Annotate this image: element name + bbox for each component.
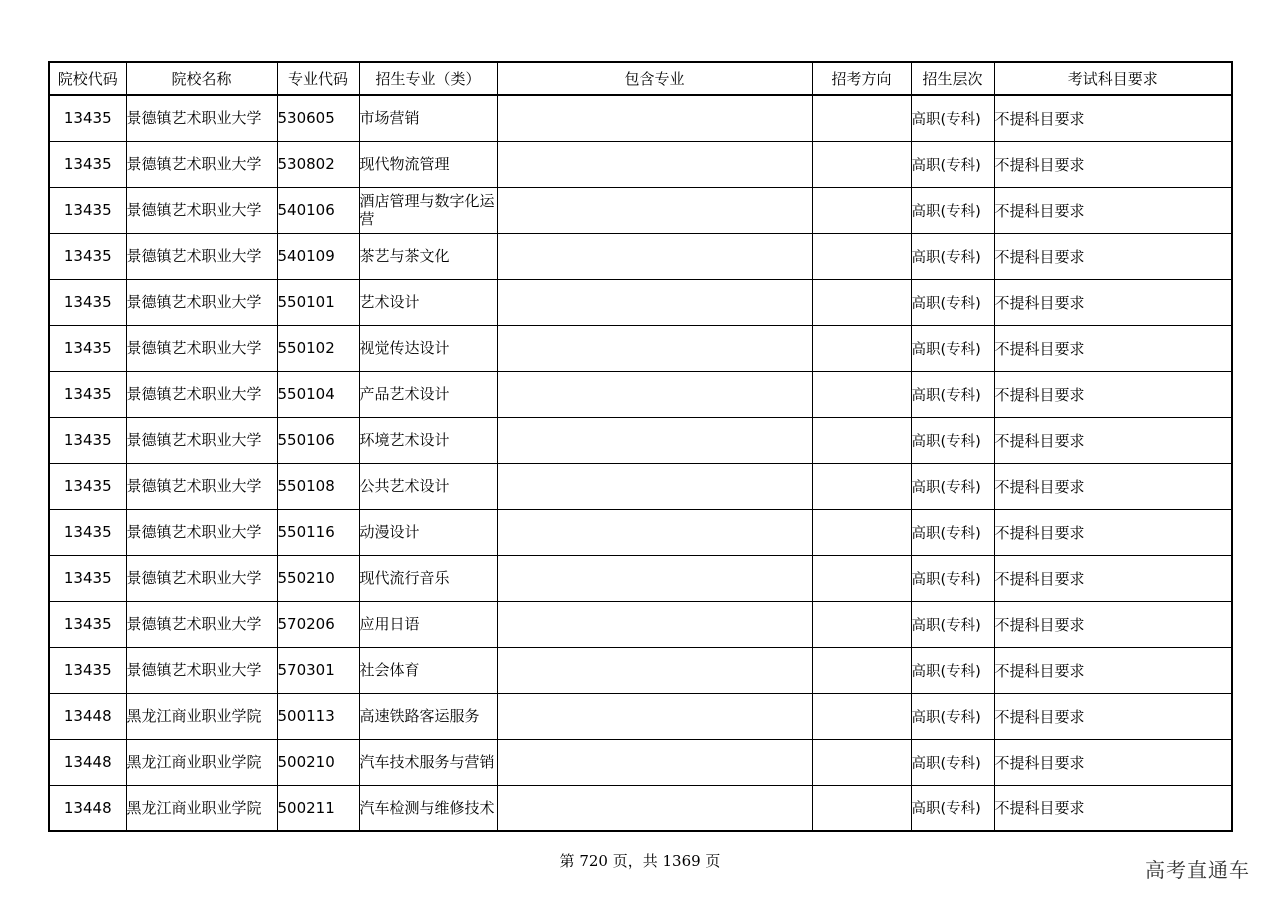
cell-school-name: 景德镇艺术职业大学 [126, 463, 277, 509]
cell-level: 高职(专科) [911, 187, 994, 233]
cell-direction [812, 785, 911, 831]
table-body [49, 95, 1232, 831]
cell-level: 高职(专科) [911, 509, 994, 555]
cell-included-majors [497, 647, 812, 693]
cell-school-code: 13435 [49, 647, 126, 693]
cell-direction [812, 463, 911, 509]
cell-included-majors [497, 785, 812, 831]
cell-requirement: 不提科目要求 [994, 279, 1232, 325]
cell-requirement: 不提科目要求 [994, 693, 1232, 739]
cell-requirement: 不提科目要求 [994, 555, 1232, 601]
cell-level: 高职(专科) [911, 417, 994, 463]
cell-requirement: 不提科目要求 [994, 95, 1232, 141]
cell-requirement: 不提科目要求 [994, 647, 1232, 693]
cell-level: 高职(专科) [911, 785, 994, 831]
header-school-code: 院校代码 [49, 62, 126, 95]
cell-requirement: 不提科目要求 [994, 233, 1232, 279]
watermark-text: 高考直通车 [1145, 858, 1250, 882]
cell-included-majors [497, 325, 812, 371]
cell-included-majors [497, 555, 812, 601]
table-row [49, 509, 1232, 555]
cell-requirement: 不提科目要求 [994, 739, 1232, 785]
cell-level: 高职(专科) [911, 233, 994, 279]
cell-major: 产品艺术设计 [359, 371, 497, 417]
table-header-row [49, 62, 1232, 95]
cell-major: 汽车技术服务与营销 [359, 739, 497, 785]
cell-school-name: 黑龙江商业职业学院 [126, 739, 277, 785]
cell-major: 市场营销 [359, 95, 497, 141]
cell-major: 高速铁路客运服务 [359, 693, 497, 739]
cell-school-code: 13435 [49, 279, 126, 325]
cell-school-name: 景德镇艺术职业大学 [126, 233, 277, 279]
cell-school-code: 13448 [49, 693, 126, 739]
cell-level: 高职(专科) [911, 279, 994, 325]
cell-school-code: 13448 [49, 785, 126, 831]
cell-requirement: 不提科目要求 [994, 141, 1232, 187]
table-row [49, 601, 1232, 647]
cell-school-code: 13435 [49, 601, 126, 647]
cell-school-code: 13435 [49, 95, 126, 141]
header-major-code: 专业代码 [277, 62, 359, 95]
cell-school-name: 景德镇艺术职业大学 [126, 417, 277, 463]
cell-major-code: 550106 [277, 417, 359, 463]
cell-school-name: 景德镇艺术职业大学 [126, 187, 277, 233]
cell-direction [812, 693, 911, 739]
cell-direction [812, 509, 911, 555]
cell-direction [812, 95, 911, 141]
cell-included-majors [497, 693, 812, 739]
cell-requirement: 不提科目要求 [994, 785, 1232, 831]
cell-level: 高职(专科) [911, 601, 994, 647]
cell-requirement: 不提科目要求 [994, 325, 1232, 371]
cell-school-name: 景德镇艺术职业大学 [126, 509, 277, 555]
cell-major: 现代流行音乐 [359, 555, 497, 601]
cell-requirement: 不提科目要求 [994, 187, 1232, 233]
cell-included-majors [497, 371, 812, 417]
cell-major-code: 500211 [277, 785, 359, 831]
cell-major-code: 500210 [277, 739, 359, 785]
cell-major-code: 550108 [277, 463, 359, 509]
cell-school-name: 景德镇艺术职业大学 [126, 95, 277, 141]
cell-major: 社会体育 [359, 647, 497, 693]
cell-level: 高职(专科) [911, 141, 994, 187]
cell-major-code: 540106 [277, 187, 359, 233]
table-row [49, 693, 1232, 739]
cell-school-code: 13435 [49, 417, 126, 463]
cell-included-majors [497, 601, 812, 647]
cell-included-majors [497, 509, 812, 555]
cell-included-majors [497, 233, 812, 279]
cell-major: 茶艺与茶文化 [359, 233, 497, 279]
table-row [49, 95, 1232, 141]
cell-major: 动漫设计 [359, 509, 497, 555]
cell-school-name: 景德镇艺术职业大学 [126, 601, 277, 647]
cell-major-code: 550104 [277, 371, 359, 417]
cell-included-majors [497, 279, 812, 325]
cell-school-code: 13435 [49, 371, 126, 417]
cell-major: 酒店管理与数字化运营 [359, 187, 497, 233]
cell-included-majors [497, 739, 812, 785]
cell-requirement: 不提科目要求 [994, 601, 1232, 647]
cell-included-majors [497, 141, 812, 187]
cell-included-majors [497, 187, 812, 233]
cell-direction [812, 601, 911, 647]
cell-direction [812, 325, 911, 371]
cell-major-code: 540109 [277, 233, 359, 279]
cell-included-majors [497, 417, 812, 463]
cell-school-code: 13435 [49, 509, 126, 555]
cell-major: 现代物流管理 [359, 141, 497, 187]
cell-school-code: 13435 [49, 141, 126, 187]
cell-major-code: 500113 [277, 693, 359, 739]
cell-requirement: 不提科目要求 [994, 463, 1232, 509]
cell-direction [812, 417, 911, 463]
cell-major-code: 550116 [277, 509, 359, 555]
header-school-name: 院校名称 [126, 62, 277, 95]
cell-direction [812, 187, 911, 233]
cell-school-code: 13448 [49, 739, 126, 785]
table-row [49, 371, 1232, 417]
cell-included-majors [497, 95, 812, 141]
cell-direction [812, 739, 911, 785]
cell-major: 汽车检测与维修技术 [359, 785, 497, 831]
table-row [49, 555, 1232, 601]
table-row [49, 463, 1232, 509]
cell-requirement: 不提科目要求 [994, 417, 1232, 463]
cell-requirement: 不提科目要求 [994, 509, 1232, 555]
cell-direction [812, 555, 911, 601]
cell-school-code: 13435 [49, 463, 126, 509]
cell-requirement: 不提科目要求 [994, 371, 1232, 417]
admissions-table [48, 61, 1233, 832]
cell-school-name: 景德镇艺术职业大学 [126, 371, 277, 417]
header-direction: 招考方向 [812, 62, 911, 95]
table-row [49, 739, 1232, 785]
cell-major: 视觉传达设计 [359, 325, 497, 371]
cell-school-code: 13435 [49, 187, 126, 233]
cell-major: 公共艺术设计 [359, 463, 497, 509]
cell-major-code: 550210 [277, 555, 359, 601]
cell-major-code: 550102 [277, 325, 359, 371]
table-row [49, 325, 1232, 371]
cell-major: 环境艺术设计 [359, 417, 497, 463]
table-row [49, 417, 1232, 463]
table-row [49, 647, 1232, 693]
cell-level: 高职(专科) [911, 325, 994, 371]
cell-school-code: 13435 [49, 325, 126, 371]
table-row [49, 187, 1232, 233]
cell-major-code: 570301 [277, 647, 359, 693]
cell-school-name: 景德镇艺术职业大学 [126, 279, 277, 325]
cell-direction [812, 371, 911, 417]
header-major: 招生专业（类） [359, 62, 497, 95]
cell-school-name: 景德镇艺术职业大学 [126, 325, 277, 371]
cell-school-code: 13435 [49, 555, 126, 601]
cell-major-code: 530802 [277, 141, 359, 187]
cell-level: 高职(专科) [911, 463, 994, 509]
cell-major: 艺术设计 [359, 279, 497, 325]
cell-school-name: 黑龙江商业职业学院 [126, 693, 277, 739]
page-number: 第 720 页，共 1369 页 [559, 852, 721, 870]
header-included-majors: 包含专业 [497, 62, 812, 95]
cell-major-code: 570206 [277, 601, 359, 647]
table-row [49, 785, 1232, 831]
header-level: 招生层次 [911, 62, 994, 95]
table-row [49, 279, 1232, 325]
cell-direction [812, 279, 911, 325]
cell-major: 应用日语 [359, 601, 497, 647]
cell-level: 高职(专科) [911, 555, 994, 601]
cell-school-name: 景德镇艺术职业大学 [126, 141, 277, 187]
cell-major-code: 530605 [277, 95, 359, 141]
cell-level: 高职(专科) [911, 371, 994, 417]
cell-included-majors [497, 463, 812, 509]
cell-direction [812, 141, 911, 187]
cell-major-code: 550101 [277, 279, 359, 325]
cell-school-name: 景德镇艺术职业大学 [126, 647, 277, 693]
cell-direction [812, 647, 911, 693]
cell-school-code: 13435 [49, 233, 126, 279]
table-row [49, 141, 1232, 187]
cell-level: 高职(专科) [911, 739, 994, 785]
cell-level: 高职(专科) [911, 95, 994, 141]
cell-direction [812, 233, 911, 279]
cell-level: 高职(专科) [911, 647, 994, 693]
cell-school-name: 景德镇艺术职业大学 [126, 555, 277, 601]
cell-level: 高职(专科) [911, 693, 994, 739]
table-row [49, 233, 1232, 279]
cell-school-name: 黑龙江商业职业学院 [126, 785, 277, 831]
header-requirement: 考试科目要求 [994, 62, 1232, 95]
